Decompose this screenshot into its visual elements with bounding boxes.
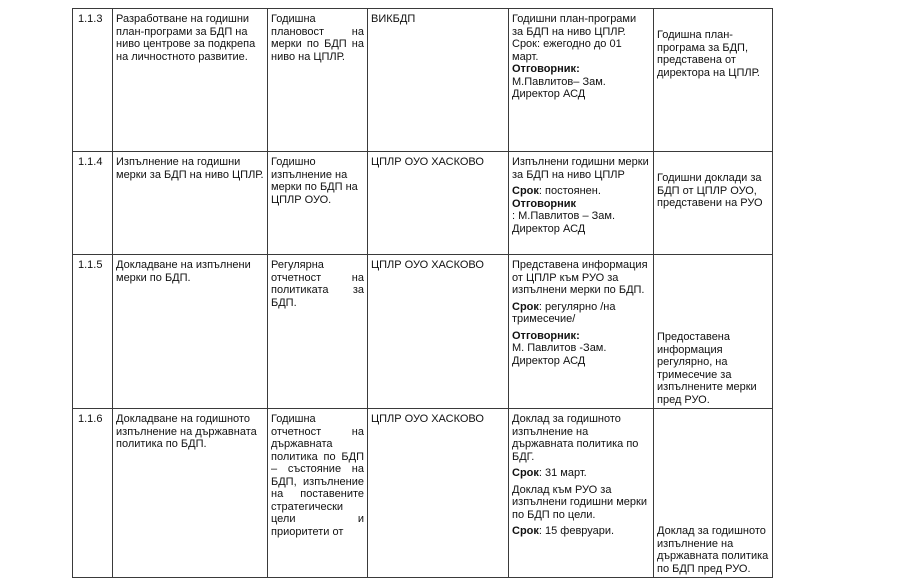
responsible-label: Отговорник bbox=[512, 197, 577, 210]
responsible-person: : М.Павлитов – Зам. Директор АСД bbox=[512, 210, 615, 235]
measures-table bbox=[72, 8, 773, 578]
row-number: 1.1.4 bbox=[73, 152, 113, 255]
indicator-cell: Регулярна отчетност на политиката за БДП. bbox=[268, 255, 368, 409]
result-cell: Доклад за годишното изпълнение на държавната политика по БДП пред РУО. bbox=[654, 409, 773, 578]
deadline-text: Доклад за годишното изпълнение на държавната политика по БДГ. bbox=[512, 413, 639, 463]
deadline-text: Годишни план-програми за БДП на ниво ЦПЛР. Срок: ежегодно до 01 март. bbox=[512, 13, 637, 63]
term-label-2: Срок bbox=[512, 525, 539, 537]
deadline-cell bbox=[509, 409, 654, 578]
deadline-cell bbox=[509, 255, 654, 409]
indicator-cell: Годишна плановост на мерки по БДП на ниво на ЦПЛР. bbox=[268, 9, 368, 152]
institution-cell: ЦПЛР ОУО ХАСКОВО bbox=[368, 409, 509, 578]
term-value: : 31 март. bbox=[538, 467, 587, 479]
table-row bbox=[73, 9, 773, 152]
institution-cell: ЦПЛР ОУО ХАСКОВО bbox=[368, 152, 509, 255]
result-cell: Годишни доклади за БДП от ЦПЛР ОУО, представени на РУО bbox=[654, 152, 773, 255]
indicator-cell: Годишно изпълнение на мерки по БДП на ЦПЛР ОУО. bbox=[268, 152, 368, 255]
activity-cell: Докладване на годишното изпълнение на държавната политика по БДП. bbox=[113, 409, 268, 578]
row-number: 1.1.6 bbox=[73, 409, 113, 578]
table-row bbox=[73, 409, 773, 578]
deadline-text: Изпълнени годишни мерки за БДП на ниво ЦПЛР bbox=[512, 156, 649, 181]
responsible-person: М.Павлитов– Зам. Директор АСД bbox=[512, 75, 606, 100]
table-row bbox=[73, 255, 773, 409]
deadline-text-2: Доклад към РУО за изпълнени годишни мерки по БДП по цели. bbox=[512, 483, 647, 521]
institution-cell: ЦПЛР ОУО ХАСКОВО bbox=[368, 255, 509, 409]
term-value: : постоянен. bbox=[538, 185, 601, 197]
result-cell: Предоставена информация регулярно, на тримесечие за изпълнените мерки пред РУО. bbox=[654, 255, 773, 409]
term-label: Срок bbox=[512, 185, 539, 197]
activity-cell: Докладване на изпълнени мерки по БДП. bbox=[113, 255, 268, 409]
indicator-cell: Годишна отчетност на държавната политика по БДП – състояние на БДП, изпълнение на поставените стратегически цели и приоритети от bbox=[268, 409, 368, 578]
deadline-cell bbox=[509, 152, 654, 255]
row-number: 1.1.3 bbox=[73, 9, 113, 152]
term-label: Срок bbox=[512, 300, 539, 313]
deadline-text: Представена информация от ЦПЛР към РУО за изпълнени мерки по БДП. bbox=[512, 259, 648, 296]
term-value-2: : 15 февруари. bbox=[538, 525, 615, 537]
activity-cell: Разработване на годишни план-програми за БДП на ниво центрове за подкрепа на личностното развитие. bbox=[113, 9, 268, 152]
term-value: : регулярно /на тримесечие/ bbox=[512, 300, 616, 325]
responsible-label: Отговорник: bbox=[512, 63, 580, 75]
institution-cell: ВИКБДП bbox=[368, 9, 509, 152]
responsible-person: М. Павлитов -Зам. Директор АСД bbox=[512, 342, 607, 367]
term-label: Срок bbox=[512, 467, 539, 479]
responsible-label: Отговорник: bbox=[512, 329, 580, 342]
deadline-cell bbox=[509, 9, 654, 152]
row-number: 1.1.5 bbox=[73, 255, 113, 409]
table-row bbox=[73, 152, 773, 255]
activity-cell: Изпълнение на годишни мерки за БДП на ниво ЦПЛР. bbox=[113, 152, 268, 255]
result-cell: Годишна план-програма за БДП, представена от директора на ЦПЛР. bbox=[654, 9, 773, 152]
